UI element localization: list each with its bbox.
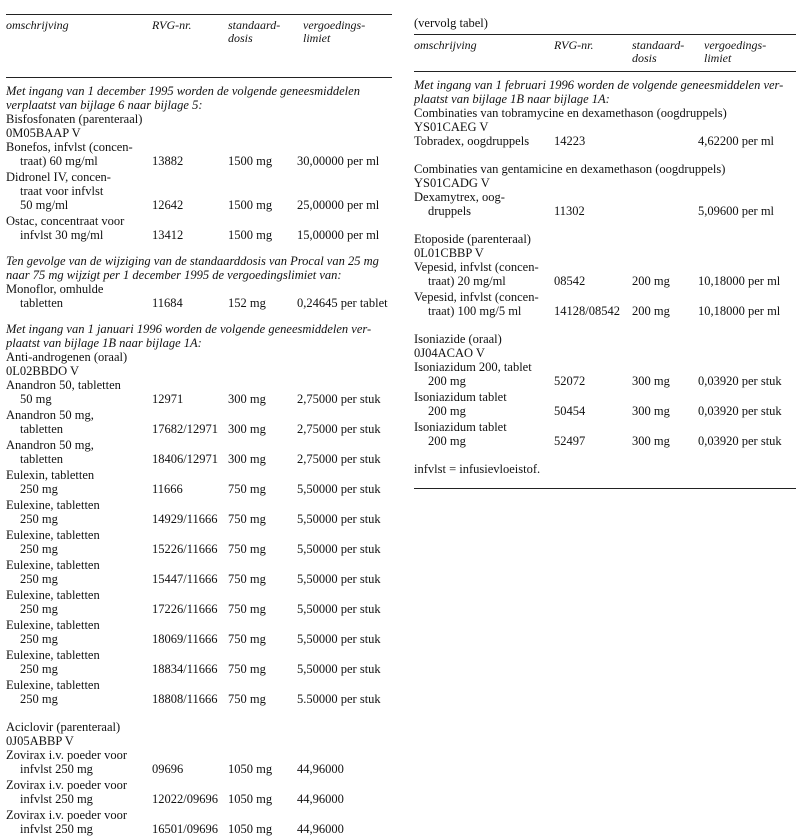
row-reimbursement-limit: 2,75000 per stuk xyxy=(297,422,381,436)
table-row xyxy=(414,390,796,418)
row-description-line: infvlst 250 mg xyxy=(20,762,93,776)
section-intro-line: naar 75 mg wijzigt per 1 december 1995 de vergoedingslimiet van: xyxy=(6,268,342,282)
section-intro-line: Met ingang van 1 januari 1996 worden de volgende geneesmiddelen ver- xyxy=(6,322,372,336)
col-header-limit xyxy=(303,19,365,45)
row-standard-dose: 200 mg xyxy=(632,304,670,318)
table-row xyxy=(414,260,796,288)
row-description-line: Eulexine, tabletten xyxy=(6,618,100,632)
row-description-line: Anandron 50 mg, xyxy=(6,408,94,422)
col-header-dose xyxy=(632,39,684,65)
row-standard-dose: 300 mg xyxy=(228,452,266,466)
row-standard-dose: 152 mg xyxy=(228,296,266,310)
row-rvg-number: 12022/09696 xyxy=(152,792,218,806)
section-intro xyxy=(6,84,392,112)
row-description-line: Didronel IV, concen- xyxy=(6,170,111,184)
row-reimbursement-limit: 15,00000 per ml xyxy=(297,228,380,242)
row-rvg-number: 14223 xyxy=(554,134,586,148)
row-description-line: tabletten xyxy=(20,296,64,310)
row-description-line: Bonefos, infvlst (concen- xyxy=(6,140,133,154)
group-name: Isoniazide (oraal) xyxy=(414,332,502,346)
atc-code: 0J04ACAO V xyxy=(414,346,485,360)
row-reimbursement-limit: 5,50000 per stuk xyxy=(297,542,381,556)
row-description-line: Eulexine, tabletten xyxy=(6,558,100,572)
row-standard-dose: 1050 mg xyxy=(228,822,273,836)
row-description-line: Zovirax i.v. poeder voor xyxy=(6,748,128,762)
table-row xyxy=(6,618,392,646)
row-description-line: 250 mg xyxy=(20,482,58,496)
col-header-limit-line: limiet xyxy=(303,31,331,45)
row-rvg-number: 11666 xyxy=(152,482,183,496)
atc-code: 0M05BAAP V xyxy=(6,126,81,140)
row-description-line: 50 mg xyxy=(20,392,52,406)
row-rvg-number: 09696 xyxy=(152,762,184,776)
table-row xyxy=(6,588,392,616)
row-description-line: infvlst 250 mg xyxy=(20,792,93,806)
group-name: Combinaties van tobramycine en dexamethason (oogdruppels) xyxy=(414,106,727,120)
table-row xyxy=(414,190,796,218)
row-standard-dose: 200 mg xyxy=(632,274,670,288)
row-description-line: 250 mg xyxy=(20,632,58,646)
row-description-line: Zovirax i.v. poeder voor xyxy=(6,778,128,792)
row-description-line: 250 mg xyxy=(20,512,58,526)
group-name: Aciclovir (parenteraal) xyxy=(6,720,121,734)
atc-code: 0J05ABBP V xyxy=(6,734,74,748)
row-description-line: tabletten xyxy=(20,422,64,436)
table-row xyxy=(6,808,392,836)
row-description-line: Vepesid, infvlst (concen- xyxy=(414,260,539,274)
row-standard-dose: 1500 mg xyxy=(228,228,273,242)
col-header-description: omschrijving xyxy=(414,38,477,52)
row-rvg-number: 13882 xyxy=(152,154,184,168)
col-header-dose-line: standaard- xyxy=(632,38,685,52)
row-description-line: traat) 100 mg/5 ml xyxy=(428,304,522,318)
table-row xyxy=(6,528,392,556)
row-rvg-number: 18406/12971 xyxy=(152,452,218,466)
row-standard-dose: 750 mg xyxy=(228,662,266,676)
table-row xyxy=(6,748,392,776)
row-standard-dose: 300 mg xyxy=(632,374,670,388)
row-rvg-number: 14929/11666 xyxy=(152,512,218,526)
row-standard-dose: 750 mg xyxy=(228,482,266,496)
row-rvg-number: 18069/11666 xyxy=(152,632,218,646)
row-reimbursement-limit: 44,96000 xyxy=(297,762,344,776)
row-rvg-number: 52072 xyxy=(554,374,586,388)
row-standard-dose: 300 mg xyxy=(632,434,670,448)
col-header-description: omschrijving xyxy=(6,18,69,32)
table-row xyxy=(6,678,392,706)
atc-code: 0L01CBBP V xyxy=(414,246,484,260)
row-reimbursement-limit: 5,50000 per stuk xyxy=(297,572,381,586)
row-standard-dose: 1050 mg xyxy=(228,792,273,806)
row-reimbursement-limit: 10,18000 per ml xyxy=(698,304,781,318)
row-description-line: Eulexine, tabletten xyxy=(6,498,100,512)
row-reimbursement-limit: 5,09600 per ml xyxy=(698,204,775,218)
row-description-line: Zovirax i.v. poeder voor xyxy=(6,808,128,822)
col-header-dose-line: dosis xyxy=(632,51,657,65)
table-row xyxy=(6,170,392,212)
row-reimbursement-limit: 25,00000 per ml xyxy=(297,198,380,212)
right-column xyxy=(414,0,796,489)
col-header-limit-line: vergoedings- xyxy=(303,18,366,32)
row-description-line: 250 mg xyxy=(20,572,58,586)
row-description-line: 200 mg xyxy=(428,434,466,448)
row-reimbursement-limit: 2,75000 per stuk xyxy=(297,392,381,406)
row-description-line: Eulexine, tabletten xyxy=(6,678,100,692)
row-standard-dose: 750 mg xyxy=(228,632,266,646)
table-row xyxy=(6,648,392,676)
col-header-rvg: RVG-nr. xyxy=(152,18,192,32)
row-standard-dose: 1050 mg xyxy=(228,762,273,776)
row-standard-dose: 750 mg xyxy=(228,692,266,706)
row-description-line: tabletten xyxy=(20,452,64,466)
row-description-line: 250 mg xyxy=(20,542,58,556)
row-description-line: Eulexin, tabletten xyxy=(6,468,95,482)
row-standard-dose: 300 mg xyxy=(632,404,670,418)
table-row xyxy=(6,438,392,466)
row-reimbursement-limit: 0,03920 per stuk xyxy=(698,374,782,388)
row-description-line: traat voor infvlst xyxy=(20,184,104,198)
row-rvg-number: 15447/11666 xyxy=(152,572,218,586)
row-description-line: 50 mg/ml xyxy=(20,198,69,212)
row-rvg-number: 17682/12971 xyxy=(152,422,218,436)
section-intro xyxy=(6,322,392,350)
row-reimbursement-limit: 30,00000 per ml xyxy=(297,154,380,168)
row-reimbursement-limit: 5,50000 per stuk xyxy=(297,662,381,676)
table-rule xyxy=(6,77,392,78)
row-description-line: Isoniazidum tablet xyxy=(414,420,507,434)
row-rvg-number: 08542 xyxy=(554,274,586,288)
row-reimbursement-limit: 0,03920 per stuk xyxy=(698,434,782,448)
table-row xyxy=(6,408,392,436)
row-description-line: Eulexine, tabletten xyxy=(6,528,100,542)
atc-code: 0L02BBDO V xyxy=(6,364,80,378)
footnote: infvlst = infusievloeistof. xyxy=(414,462,541,476)
row-reimbursement-limit: 0,24645 per tablet xyxy=(297,296,388,310)
row-description-line: traat) 60 mg/ml xyxy=(20,154,98,168)
row-reimbursement-limit: 5,50000 per stuk xyxy=(297,602,381,616)
table-header xyxy=(6,15,392,51)
row-description-line: Dexamytrex, oog- xyxy=(414,190,505,204)
row-rvg-number: 13412 xyxy=(152,228,184,242)
row-reimbursement-limit: 2,75000 per stuk xyxy=(297,452,381,466)
row-standard-dose: 750 mg xyxy=(228,572,266,586)
row-standard-dose: 1500 mg xyxy=(228,154,273,168)
row-standard-dose: 300 mg xyxy=(228,422,266,436)
row-description-line: Anandron 50 mg, xyxy=(6,438,94,452)
row-reimbursement-limit: 5,50000 per stuk xyxy=(297,482,381,496)
row-rvg-number: 16501/09696 xyxy=(152,822,218,836)
row-description-line: Vepesid, infvlst (concen- xyxy=(414,290,539,304)
row-description-line: Anandron 50, tabletten xyxy=(6,378,121,392)
row-standard-dose: 300 mg xyxy=(228,392,266,406)
row-rvg-number: 18808/11666 xyxy=(152,692,218,706)
row-description-line: Tobradex, oogdruppels xyxy=(414,134,530,148)
row-reimbursement-limit: 5.50000 per stuk xyxy=(297,692,381,706)
row-rvg-number: 52497 xyxy=(554,434,586,448)
table-row xyxy=(414,360,796,388)
row-description-line: Ostac, concentraat voor xyxy=(6,214,125,228)
table-row xyxy=(414,420,796,448)
table-rule xyxy=(414,488,796,489)
group-name: Bisfosfonaten (parenteraal) xyxy=(6,112,143,126)
row-reimbursement-limit: 44,96000 xyxy=(297,792,344,806)
table-row xyxy=(6,282,392,310)
row-reimbursement-limit: 10,18000 per ml xyxy=(698,274,781,288)
table-row xyxy=(6,498,392,526)
row-rvg-number: 17226/11666 xyxy=(152,602,218,616)
col-header-dose xyxy=(228,19,280,45)
row-reimbursement-limit: 0,03920 per stuk xyxy=(698,404,782,418)
row-description-line: 250 mg xyxy=(20,662,58,676)
col-header-dose-line: dosis xyxy=(228,31,253,45)
table-header xyxy=(414,35,796,71)
table-row xyxy=(6,140,392,168)
row-description-line: 200 mg xyxy=(428,404,466,418)
row-standard-dose: 750 mg xyxy=(228,542,266,556)
row-rvg-number: 50454 xyxy=(554,404,586,418)
row-description-line: Eulexine, tabletten xyxy=(6,648,100,662)
atc-code: YS01CAEG V xyxy=(414,120,489,134)
col-header-limit xyxy=(704,39,766,65)
row-description-line: infvlst 30 mg/ml xyxy=(20,228,104,242)
row-description-line: Isoniazidum 200, tablet xyxy=(414,360,532,374)
row-rvg-number: 12642 xyxy=(152,198,184,212)
group-name: Etoposide (parenteraal) xyxy=(414,232,531,246)
row-description-line: infvlst 250 mg xyxy=(20,822,93,836)
row-description-line: 250 mg xyxy=(20,602,58,616)
section-intro-line: plaatst van bijlage 1B naar bijlage 1A: xyxy=(414,92,610,106)
row-reimbursement-limit: 5,50000 per stuk xyxy=(297,632,381,646)
row-standard-dose: 750 mg xyxy=(228,512,266,526)
row-reimbursement-limit: 5,50000 per stuk xyxy=(297,512,381,526)
table-row xyxy=(6,778,392,806)
row-description-line: Isoniazidum tablet xyxy=(414,390,507,404)
row-description-line: Eulexine, tabletten xyxy=(6,588,100,602)
left-column xyxy=(6,0,392,838)
row-description-line: Monoflor, omhulde xyxy=(6,282,104,296)
row-reimbursement-limit: 4,62200 per ml xyxy=(698,134,775,148)
col-header-dose-line: standaard- xyxy=(228,18,281,32)
section-intro-line: plaatst van bijlage 1B naar bijlage 1A: xyxy=(6,336,202,350)
group-name: Combinaties van gentamicine en dexamethason (oogdruppels) xyxy=(414,162,726,176)
col-header-rvg: RVG-nr. xyxy=(554,38,594,52)
row-rvg-number: 11302 xyxy=(554,204,585,218)
section-intro-line: Met ingang van 1 februari 1996 worden de volgende geneesmiddelen ver- xyxy=(414,78,784,92)
table-row xyxy=(6,558,392,586)
section-intro-line: Ten gevolge van de wijziging van de standaarddosis van Procal van 25 mg xyxy=(6,254,379,268)
row-description-line: 250 mg xyxy=(20,692,58,706)
row-standard-dose: 1500 mg xyxy=(228,198,273,212)
section-intro-line: Met ingang van 1 december 1995 worden de volgende geneesmiddelen xyxy=(6,84,360,98)
table-row xyxy=(414,290,796,318)
table-row xyxy=(6,214,392,242)
section-intro-line: verplaatst van bijlage 6 naar bijlage 5: xyxy=(6,98,203,112)
col-header-limit-line: limiet xyxy=(704,51,732,65)
row-rvg-number: 12971 xyxy=(152,392,184,406)
row-rvg-number: 14128/08542 xyxy=(554,304,620,318)
row-rvg-number: 11684 xyxy=(152,296,183,310)
row-description-line: druppels xyxy=(428,204,472,218)
table-row xyxy=(6,468,392,496)
col-header-limit-line: vergoedings- xyxy=(704,38,767,52)
row-rvg-number: 15226/11666 xyxy=(152,542,218,556)
continuation-label: (vervolg tabel) xyxy=(414,16,488,30)
row-description-line: traat) 20 mg/ml xyxy=(428,274,506,288)
table-row xyxy=(414,134,796,148)
row-reimbursement-limit: 44,96000 xyxy=(297,822,344,836)
section-intro xyxy=(6,254,392,282)
group-name: Anti-androgenen (oraal) xyxy=(6,350,128,364)
section-intro xyxy=(414,78,796,106)
table-row xyxy=(6,378,392,406)
row-rvg-number: 18834/11666 xyxy=(152,662,218,676)
table-rule xyxy=(414,71,796,72)
atc-code: YS01CADG V xyxy=(414,176,490,190)
row-description-line: 200 mg xyxy=(428,374,466,388)
row-standard-dose: 750 mg xyxy=(228,602,266,616)
